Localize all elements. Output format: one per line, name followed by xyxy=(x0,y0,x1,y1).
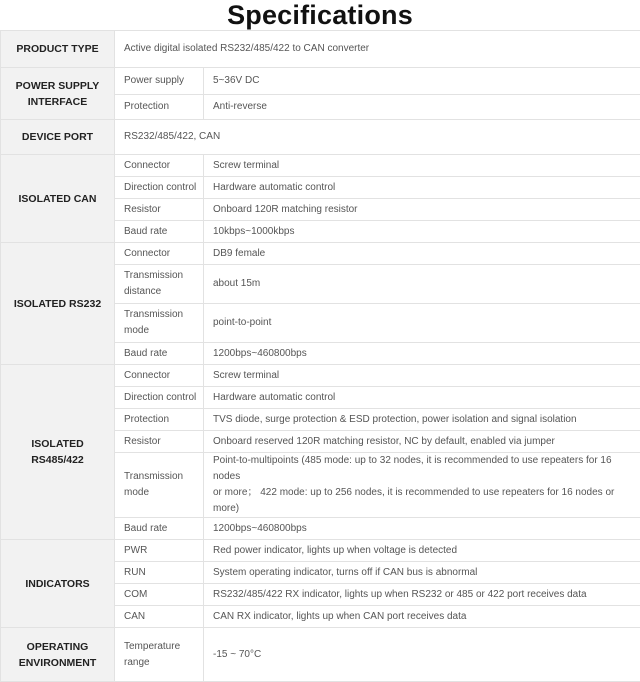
spec-label: Power supply xyxy=(115,68,204,95)
spec-label: Resistor xyxy=(115,199,204,221)
spec-value: Hardware automatic control xyxy=(204,387,640,409)
spec-label: Transmission mode xyxy=(115,304,204,343)
spec-row xyxy=(1,120,640,155)
spec-value: Hardware automatic control xyxy=(204,177,640,199)
spec-label: CAN xyxy=(115,606,204,628)
spec-label: Baud rate xyxy=(115,343,204,365)
spec-label: Transmission mode xyxy=(115,453,204,518)
spec-label: Connector xyxy=(115,243,204,265)
spec-value: point-to-point xyxy=(204,304,640,343)
spec-row xyxy=(1,540,640,562)
spec-row xyxy=(1,68,640,95)
spec-label: Baud rate xyxy=(115,518,204,540)
section-heading: ISOLATED RS485/422 xyxy=(1,365,115,540)
spec-value: -15 ~ 70°C xyxy=(204,628,640,682)
spec-value: Red power indicator, lights up when voltage is detected xyxy=(204,540,640,562)
spec-value: Active digital isolated RS232/485/422 to CAN converter xyxy=(115,31,640,68)
spec-label: Connector xyxy=(115,365,204,387)
section-heading: POWER SUPPLY INTERFACE xyxy=(1,68,115,120)
section-heading: DEVICE PORT xyxy=(1,120,115,155)
spec-label: Protection xyxy=(115,409,204,431)
spec-value: Onboard 120R matching resistor xyxy=(204,199,640,221)
spec-label: Connector xyxy=(115,155,204,177)
spec-value: CAN RX indicator, lights up when CAN port receives data xyxy=(204,606,640,628)
spec-row xyxy=(1,155,640,177)
spec-label: Temperature range xyxy=(115,628,204,682)
spec-value: Anti-reverse xyxy=(204,95,640,120)
spec-value: DB9 female xyxy=(204,243,640,265)
spec-value: System operating indicator, turns off if CAN bus is abnormal xyxy=(204,562,640,584)
specifications-table xyxy=(0,30,640,682)
section-heading: ISOLATED RS232 xyxy=(1,243,115,365)
specifications-table-body xyxy=(1,31,640,682)
spec-row xyxy=(1,628,640,682)
section-heading: INDICATORS xyxy=(1,540,115,628)
spec-label: Protection xyxy=(115,95,204,120)
spec-value: 5~36V DC xyxy=(204,68,640,95)
spec-value: Onboard reserved 120R matching resistor, NC by default, enabled via jumper xyxy=(204,431,640,453)
spec-value: RS232/485/422, CAN xyxy=(115,120,640,155)
spec-value: RS232/485/422 RX indicator, lights up when RS232 or 485 or 422 port receives data xyxy=(204,584,640,606)
section-heading: ISOLATED CAN xyxy=(1,155,115,243)
spec-value: Point-to-multipoints (485 mode: up to 32 nodes, it is recommended to use repeaters for 16 nodes or more； 422 mode: up to 256 nodes, it is recommended to use repeaters for 16 nodes or more) xyxy=(204,453,640,518)
spec-label: Transmission distance xyxy=(115,265,204,304)
spec-row xyxy=(1,31,640,68)
spec-value: TVS diode, surge protection & ESD protection, power isolation and signal isolation xyxy=(204,409,640,431)
section-heading: PRODUCT TYPE xyxy=(1,31,115,68)
spec-label: Direction control xyxy=(115,387,204,409)
section-heading: OPERATING ENVIRONMENT xyxy=(1,628,115,682)
spec-label: RUN xyxy=(115,562,204,584)
spec-row xyxy=(1,365,640,387)
spec-row xyxy=(1,243,640,265)
spec-value: Screw terminal xyxy=(204,365,640,387)
spec-label: PWR xyxy=(115,540,204,562)
spec-label: Direction control xyxy=(115,177,204,199)
spec-label: Resistor xyxy=(115,431,204,453)
spec-value: Screw terminal xyxy=(204,155,640,177)
spec-value: 1200bps~460800bps xyxy=(204,518,640,540)
spec-label: COM xyxy=(115,584,204,606)
page-title: Specifications xyxy=(0,0,640,30)
spec-value: 1200bps~460800bps xyxy=(204,343,640,365)
spec-value: 10kbps~1000kbps xyxy=(204,221,640,243)
spec-label: Baud rate xyxy=(115,221,204,243)
spec-value: about 15m xyxy=(204,265,640,304)
